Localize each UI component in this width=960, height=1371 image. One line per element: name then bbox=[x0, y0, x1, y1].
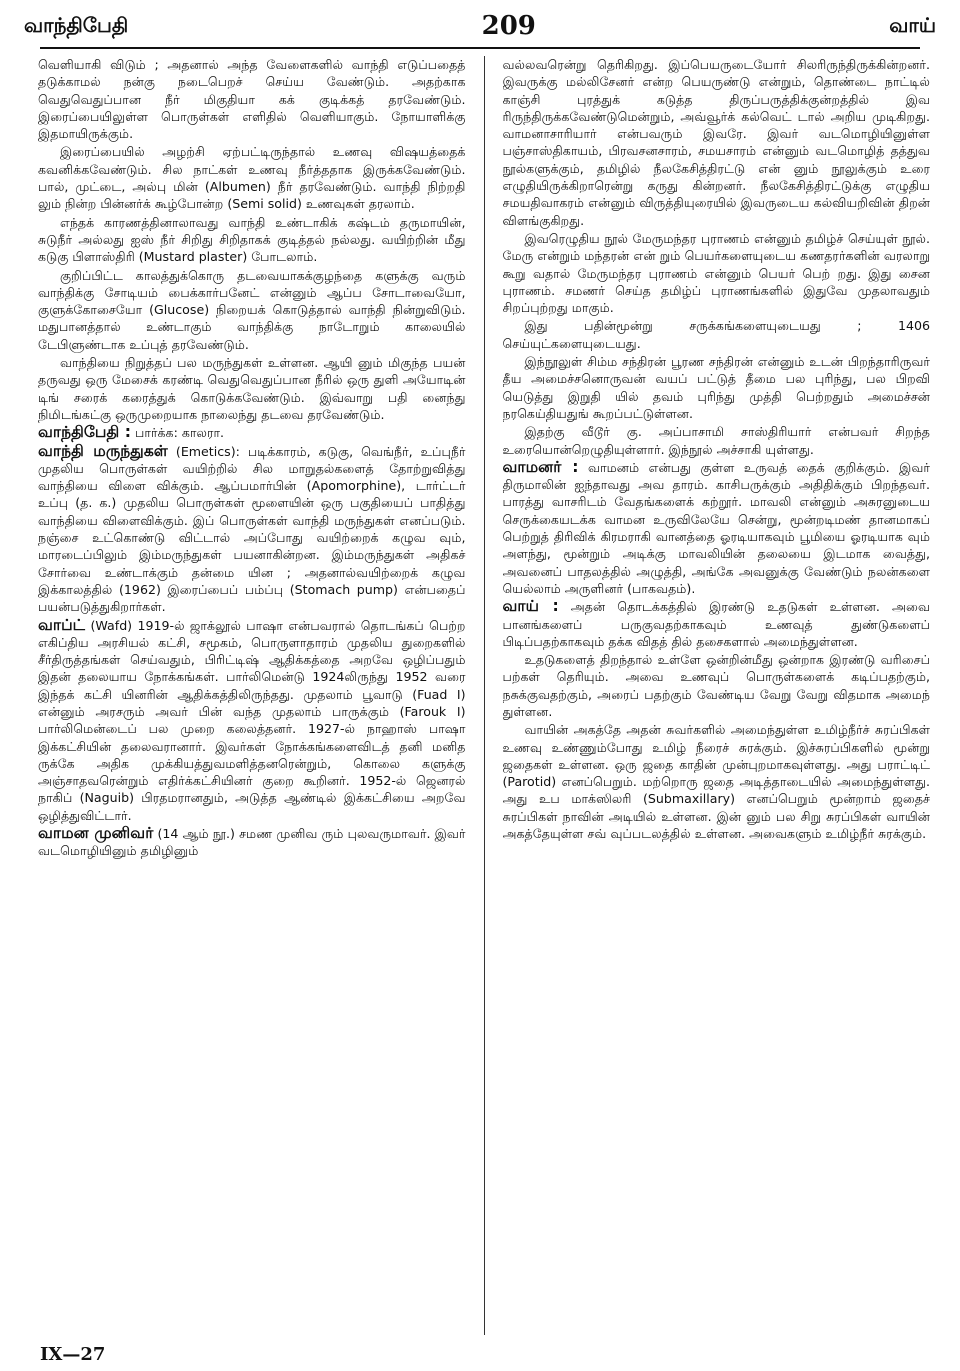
left-column bbox=[38, 56, 466, 1335]
entry-headword: வாப்ட் bbox=[38, 615, 86, 634]
entry-headword: வாய் : bbox=[502, 597, 559, 616]
dictionary-entry bbox=[503, 598, 931, 650]
paragraph: வாயின் அகத்தே அதன் சுவர்களில் அமைந்துள்ள உமிழ்நீர்ச் சுரப்பிகள் உணவு உண்ணும்போது உமிழ் நீரைச் சுரக்கும். இச்சுரப்பிகளில் மூன்று ஜதைகள் உள்ளன. ஒரு ஜதை காதின் முன்புறமாகவுள்ளது. அது பராட்டிட் (Parotid) எனப்பெறும். மற்றொரு ஜதை அடித்தாடையில் அமைந்துள்ளது. அது உப மாக்ஸிலரி (Submaxillary) எனப்பெறும் மூன்றாம் ஜதைச் சுரப்பிகள் நாவின் அடியில் உள்ளன. இன் னும் பல சிறு சுரப்பிகள் வாயின் அகத்தேயுள்ள சவ் வுப்படலத்தில் உள்ளன. அவைகளும் உமிழ்நீர் சுரக்கும். bbox=[502, 722, 930, 842]
paragraph: இந்நூலுள் சிம்ம சந்திரன் பூரண சந்திரன் என்னும் உடன் பிறந்தாரிருவர் தீய அமைச்சனொருவன் வயப் பட்டுத் தீமை பல புரிந்து, பல பிறவி யெடுத்து இறுதி யில் தவம் புரிந்து முத்தி பெற்றதும் அமைச்சன் நரகெய்தியதுங் கூறப்பட்டுள்ளன. bbox=[502, 354, 930, 421]
dictionary-entry bbox=[38, 825, 466, 860]
header-right-guideword: வாய் bbox=[889, 12, 936, 37]
right-column bbox=[503, 56, 931, 1335]
header-left-guideword: வாந்திபேதி bbox=[24, 12, 129, 37]
dictionary-entry bbox=[38, 424, 466, 441]
footer-signature: IX—27 bbox=[40, 1344, 106, 1365]
paragraph: குறிப்பிட்ட காலத்துக்கொரு தடவையாகக்குழந்தை களுக்கு வரும் வாந்திக்கு சோடியம் பைக்கார்பனேட் என்னும் ஆப்ப சோடாவையோ, குளுக்கோசையோ (Glucose) நிறையக் கொடுத்தால் வாந்தி நின்றுவிடும். மதுபானத்தால் உண்டாகும் வாந்திக்கு நாடோறும் காலையில் டேபிளுண்டாக உப்புத் தரவேண்டும். bbox=[38, 267, 466, 352]
entry-text: வாமனம் என்பது குள்ள உருவத் தைக் குறிக்கும். இவர் திருமாலின் ஐந்தாவது அவ தாரம். காசிபருக்கும் அதிதிக்கும் பிறந்தவர். பாரத்து வாசரிடம் வேதங்களைக் கற்றூர். மாவலி என்னும் அசுரனுடைய செருக்கையடக்க வாமன உருவிலேயே சென்று, மூன்றடிமண் தானமாகப் பெற்றுத் திரிவிக் கிரமராகி வானத்தை ஓரடியாகவும் பூமியை ஓரடியாக வும் அளந்து, மூன்றும் அடிக்கு மாவலியின் தலையை இடமாக வைத்து, அவனைப் பாதலத்தில் அழுத்தி, அங்கே அவனுக்கு வேண்டும் நலன்களை யெல்லாம் அருளினர் (பாகவதம்). bbox=[502, 459, 930, 596]
entry-text: (14 ஆம் நூ.) சமண முனிவ ரும் புலவருமாவர். இவர் வடமொழியினும் தமிழினும் bbox=[38, 826, 466, 859]
paragraph: இதற்கு வீடூர் கு. அப்பாசாமி சாஸ்திரியார் என்பவர் சிறந்த உரையொன்றெழுதியுள்ளார். இந்நூல் அச்சாகி யுள்ளது. bbox=[502, 424, 930, 457]
entry-text: (Emetics): படிக்காரம், கடுகு, வெங்நீர், உப்புநீர் முதலிய பொருள்கள் வயிற்றில் சில மாறுதல்களைத் தோற்றுவித்து வாந்தியை விளை விக்கும். ஆப்பமார்பின் (Apomorphine), டார்ட்டர் உப்பு (த. க.) முதலிய பொருள்கள் மூளையின் ஒரு பகுதியைப் பாதித்து வாந்தியை விளைவிக்கும். இப் பொருள்கள் வாந்தி மருந்துகள் எனப்படும். நஞ்சை உட்கொண்டு விட்டால் அப்போது வயிற்றைக் கழுவ வும், மாரடைப்பிலும் இம்மருந்துகள் பயனாகின்றன. இம்மருந்துகள் அதிகச் சோர்வை உண்டாக்கும் தன்மை யின ; அதனால்வயிற்றைக் கழுவ இக்காலத்தில் (1962) இரைப்பைப் பம்ப்பு (Stomach pump) என்பதைப் பயன்படுத்துகிறார்கள். bbox=[38, 443, 466, 615]
paragraph: இது பதின்மூன்று சருக்கங்களையுடையது ; 1406 செய்யுட்களையுடையது. bbox=[502, 318, 930, 351]
text-columns bbox=[38, 56, 930, 1335]
paragraph: எந்தக் காரணத்தினாலாவது வாந்தி உண்டாகிக் கஷ்டம் தருமாயின், சுடுநீர் அல்லது ஐஸ் நீர் சிறிது சிறிதாகக் குடித்தல் நல்லது. வயிற்றின் மீது கடுகு பிளாஸ்திரி (Mustard plaster) போடலாம். bbox=[38, 214, 466, 265]
paragraph: வல்லவரென்று தெரிகிறது. இப்பெயருடையோர் சிலரிருந்திருக்கின்றனர். இவருக்கு மல்லிசேனர் என்ற பெயருண்டு என்றும், தொண்டை நாட்டில் காஞ்சி புரத்துக் கடுத்த திருப்பருத்திக்குன்றத்தில் இவ ரிருந்திருக்கவேண்டுமென்றும், அவ்வூர்க் கல்வெட் டால் அறிய முடிகிறது. வாமனாசாரியார் என்பவரும் இவரே. இவர் வடமொழியினுள்ள பஞ்சாஸ்திகாயம், பிரவசனசாரம், சமயசாரம் என்னும் வடமொழித் தத்துவ நூல்களுக்கும், தமிழில் நீலகேசித்திரட்டு என் னும் நூலுக்கும் உரை எழுதியிருக்கிறாரென்று கருது கின்றனர். நீலகேசித்திரட்டுக்கு எழுதிய சமயதிவாகரம் என்னும் விருத்தியுரையில் இவருடைய கல்வியறிவின் திறன் விளங்குகிறது. bbox=[502, 57, 930, 228]
dictionary-entry bbox=[38, 443, 466, 616]
entry-headword: வாந்தி மருந்துகள் bbox=[38, 441, 168, 460]
entry-text: (Wafd) 1919-ல் ஜாக்லூல் பாஷா என்பவரால் தொடங்கப் பெற்ற எகிப்திய அரசியல் கட்சி, சமூகம், பொருளாதாரம் முதலிய துறைகளில் சீர்திருத்தங்கள் செய்வதும், பிரிட்டிஷ் ஆதிக்கத்தை அறவே ஒழிப்பதும் இதன் தலையாய நோக்கங்கள். பார்லிமென்டு 1924லிருந்து 1952 வரை இந்தக் கட்சி யினரின் ஆதிக்கத்திலிருந்தது. முதலாம் பூவாடு (Fuad I) என்னும் அரசரும் அவர் பின் வந்த முதலாம் பாருக்கும் (Farouk I) பார்லிமென்டைப் பல முறை கலைத்தனர். 1927-ல் நாஹாஸ் பாஷா இக்கட்சியின் தலைவரானார். இவர்கள் நோக்கங்களைவிடத் தனி மனித ருக்கே அதிக முக்கியத்துவமளித்தனரென்றும், கொலை களுக்கு அஞ்சாதவரென்றும் எதிர்க்கட்சியினர் குறை கூறினர். 1952-ல் ஜெனரல் நாகிப் (Naguib) பிரதமரானதும், அடுத்த ஆண்டில் இக்கட்சியை அறவே ஒழித்துவிட்டார். bbox=[38, 617, 466, 823]
paragraph: வாந்தியை நிறுத்தப் பல மருந்துகள் உள்ளன. ஆயி னும் மிகுந்த பயன் தருவது ஒரு மேசைக் கரண்டி வெதுவெதுப்பான நீரில் ஒரு துளி அயோடின் டிங் சரைக் கரைத்துக் கொடுக்கவேண்டும். இவ்வாறு பதி னைந்து நிமிடங்கட்கு ஒருமுறையாக நாலைந்து தடவை தரவேண்டும். bbox=[38, 355, 466, 422]
page-header bbox=[24, 6, 936, 46]
dictionary-entry bbox=[503, 459, 931, 597]
entry-headword: வாமன முனிவர் bbox=[38, 824, 154, 843]
entry-text: அதன் தொடக்கத்தில் இரண்டு உதடுகள் உள்ளன. அவை பானங்களைப் பருகுவதற்காகவும் உணவுத் துண்டுகளைப் பிடிப்பதற்காகவும் தக்க விதத் தில் தசைகளால் அமைந்துள்ளன. bbox=[502, 599, 930, 649]
column-divider bbox=[484, 56, 485, 1335]
paragraph: வெளியாகி விடும் ; அதனால் அந்த வேளைகளில் வாந்தி எடுப்பதைத் தடுக்காமல் நன்கு நடைபெறச் செய்ய வேண்டும். அதற்காக வெதுவெதுப்பான நீர் மிகுதியா கக் குடிக்கத் தரவேண்டும். இரைப்பையிலுள்ள பொருள்கள் எளிதில் வெளியாகும். நோயாளிக்கு இதமாயிருக்கும். bbox=[38, 57, 466, 142]
entry-text: பார்க்க: காலரா. bbox=[130, 425, 225, 441]
page-number: 209 bbox=[481, 11, 536, 41]
paragraph: இரைப்பையில் அழற்சி ஏற்பட்டிருந்தால் உணவு விஷயத்தைக் கவனிக்கவேண்டும். சில நாட்கள் உணவு நீர்த்ததாக இருக்கவேண்டும். பால், முட்டை, அல்பு மின் (Albumen) நீர் தரவேண்டும். வாந்தி நிற்றதி லும் நின்ற பின்னர்க் கூழ்போன்ற (Semi solid) உணவுகள் தரலாம். bbox=[38, 144, 466, 212]
entry-headword: வாமனர் : bbox=[502, 457, 579, 476]
header-rule bbox=[40, 47, 920, 49]
paragraph: இவரெழுதிய நூல் மேருமந்தர புராணம் என்னும் தமிழ்ச் செய்யுள் நூல். மேரு என்றும் மந்தரன் என் றும் பெயர்களையுடைய கணதரர்களின் வரலாறு கூறு வதால் மேருமந்தர புராணம் என்னும் பெயர் பெற் றது. இது சைன புராணம். சமணர் செய்த தமிழ்ப் புராணங்களில் இதுவே முதலாவதும் சிறப்புற்றது மாகும். bbox=[502, 230, 930, 316]
dictionary-entry bbox=[38, 617, 466, 825]
entry-headword: வாந்திபேதி : bbox=[38, 423, 131, 442]
paragraph: உதடுகளைத் திறந்தால் உள்ளே ஒன்றின்மீது ஒன்றாக இரண்டு வரிசைப் பற்கள் தெரியும். அவை உணவுப் பொருள்களைக் கடிப்பதற்கும், நசுக்குவதற்கும், அரைப் பதற்கும் வேண்டிய வேறு வேறு விதமாக அமைந் துள்ளன. bbox=[502, 652, 930, 719]
